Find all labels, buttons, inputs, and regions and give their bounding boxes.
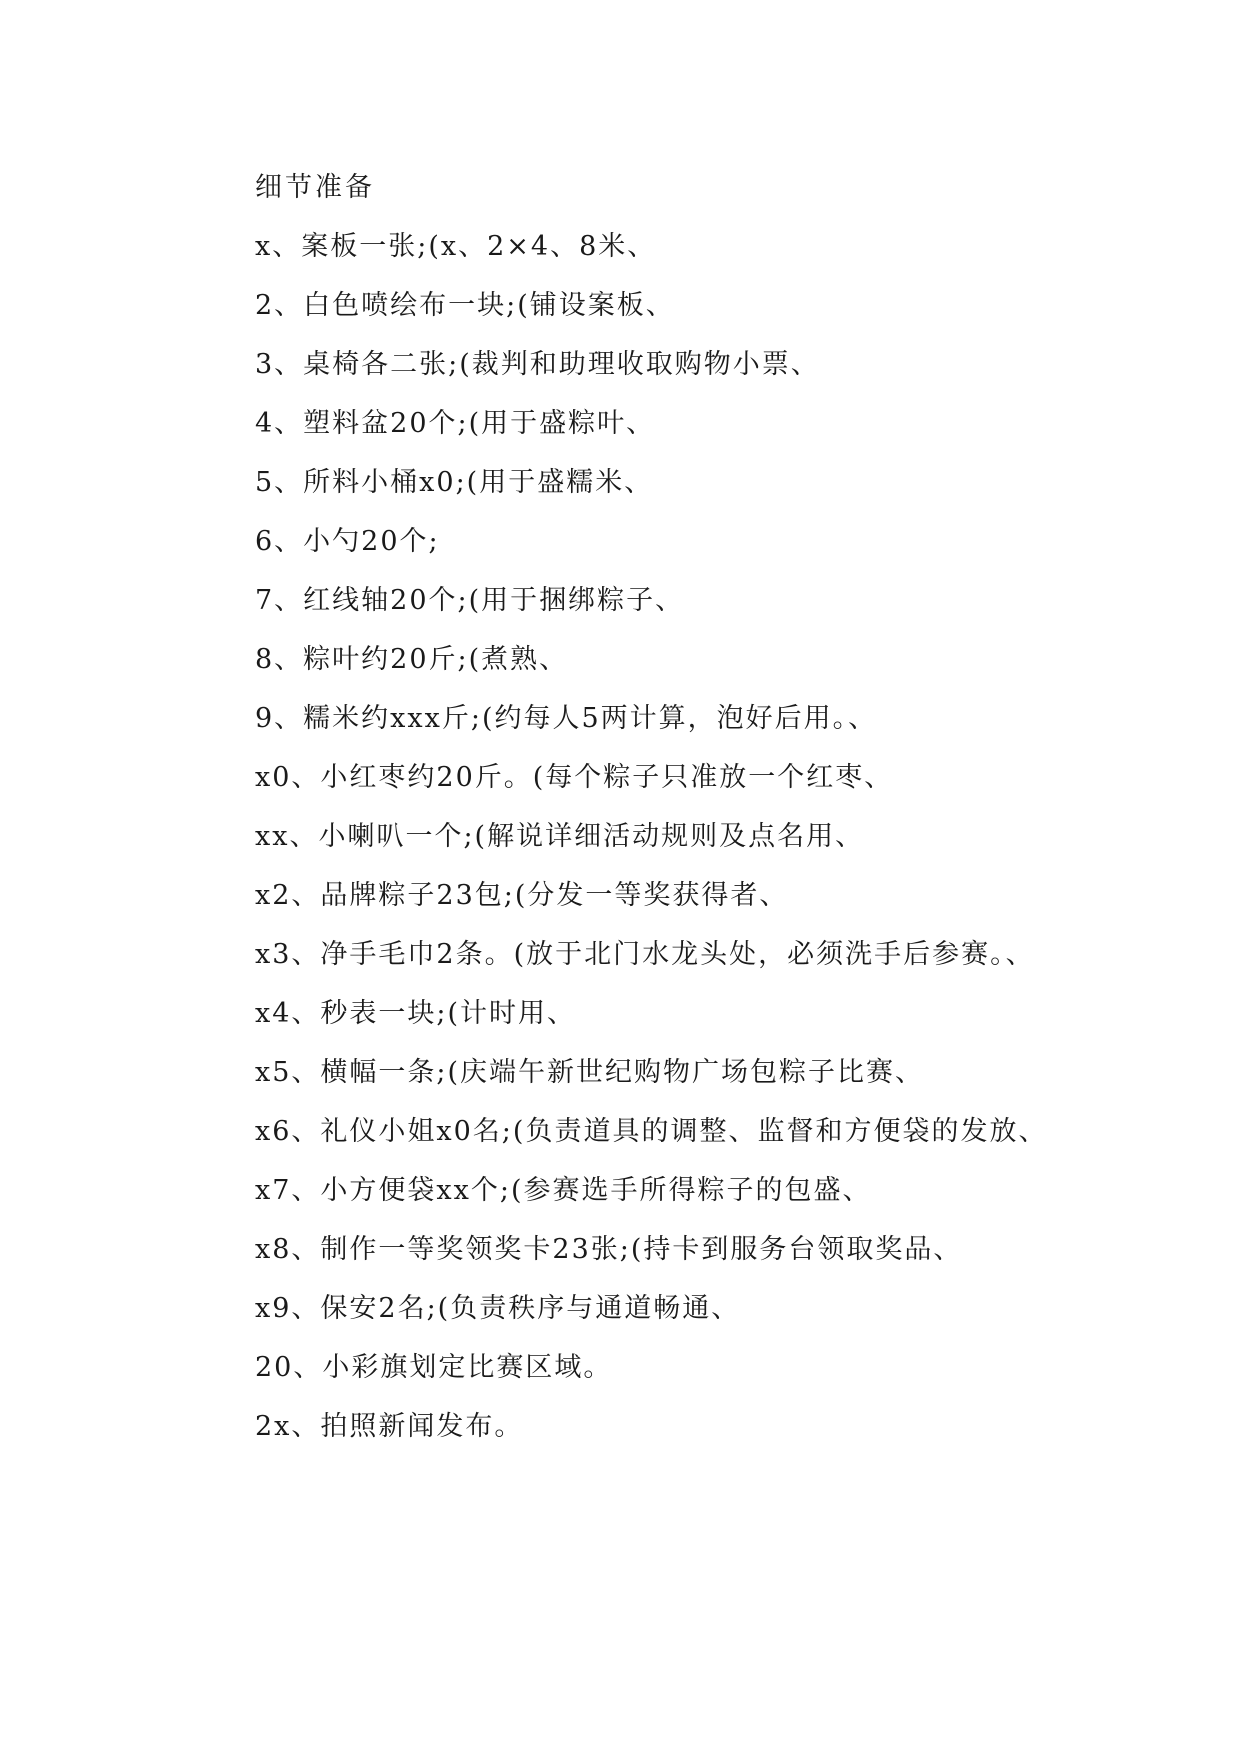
list-item: x0、小红枣约20斤。(每个粽子只准放一个红枣、 [255, 762, 894, 793]
list-item: 8、粽叶约20斤;(煮熟、 [255, 644, 569, 675]
section-title: 细节准备 [255, 172, 375, 203]
list-item: 3、桌椅各二张;(裁判和助理收取购物小票、 [255, 349, 820, 380]
list-item: x9、保安2名;(负责秩序与通道畅通、 [255, 1293, 741, 1324]
list-item: x4、秒表一块;(计时用、 [255, 998, 577, 1029]
list-item: 6、小勺20个; [255, 526, 440, 557]
list-item: 2x、拍照新闻发布。 [255, 1411, 524, 1442]
list-item: x8、制作一等奖领奖卡23张;(持卡到服务台领取奖品、 [255, 1234, 963, 1265]
list-item: x2、品牌粽子23包;(分发一等奖获得者、 [255, 880, 789, 911]
list-item: x3、净手毛巾2条。(放于北门水龙头处，必须洗手后参赛。、 [255, 939, 1035, 970]
document-body [187, 158, 1057, 1456]
list-item: 5、所料小桶x0;(用于盛糯米、 [255, 467, 654, 498]
list-item: x6、礼仪小姐x0名;(负责道具的调整、监督和方便袋的发放、 [255, 1116, 1048, 1147]
list-item: 9、糯米约xxx斤;(约每人5两计算，泡好后用。、 [255, 703, 878, 734]
list-item: xx、小喇叭一个;(解说详细活动规则及点名用、 [255, 821, 865, 852]
list-item: 2、白色喷绘布一块;(铺设案板、 [255, 290, 675, 321]
list-item: 7、红线轴20个;(用于捆绑粽子、 [255, 585, 685, 616]
list-item: x7、小方便袋xx个;(参赛选手所得粽子的包盛、 [255, 1175, 872, 1206]
list-item: 20、小彩旗划定比赛区域。 [255, 1352, 613, 1383]
list-item: 4、塑料盆20个;(用于盛粽叶、 [255, 408, 656, 439]
list-item: x5、横幅一条;(庆端午新世纪购物广场包粽子比赛、 [255, 1057, 925, 1088]
list-item: x、案板一张;(x、2×4、8米、 [255, 231, 657, 262]
